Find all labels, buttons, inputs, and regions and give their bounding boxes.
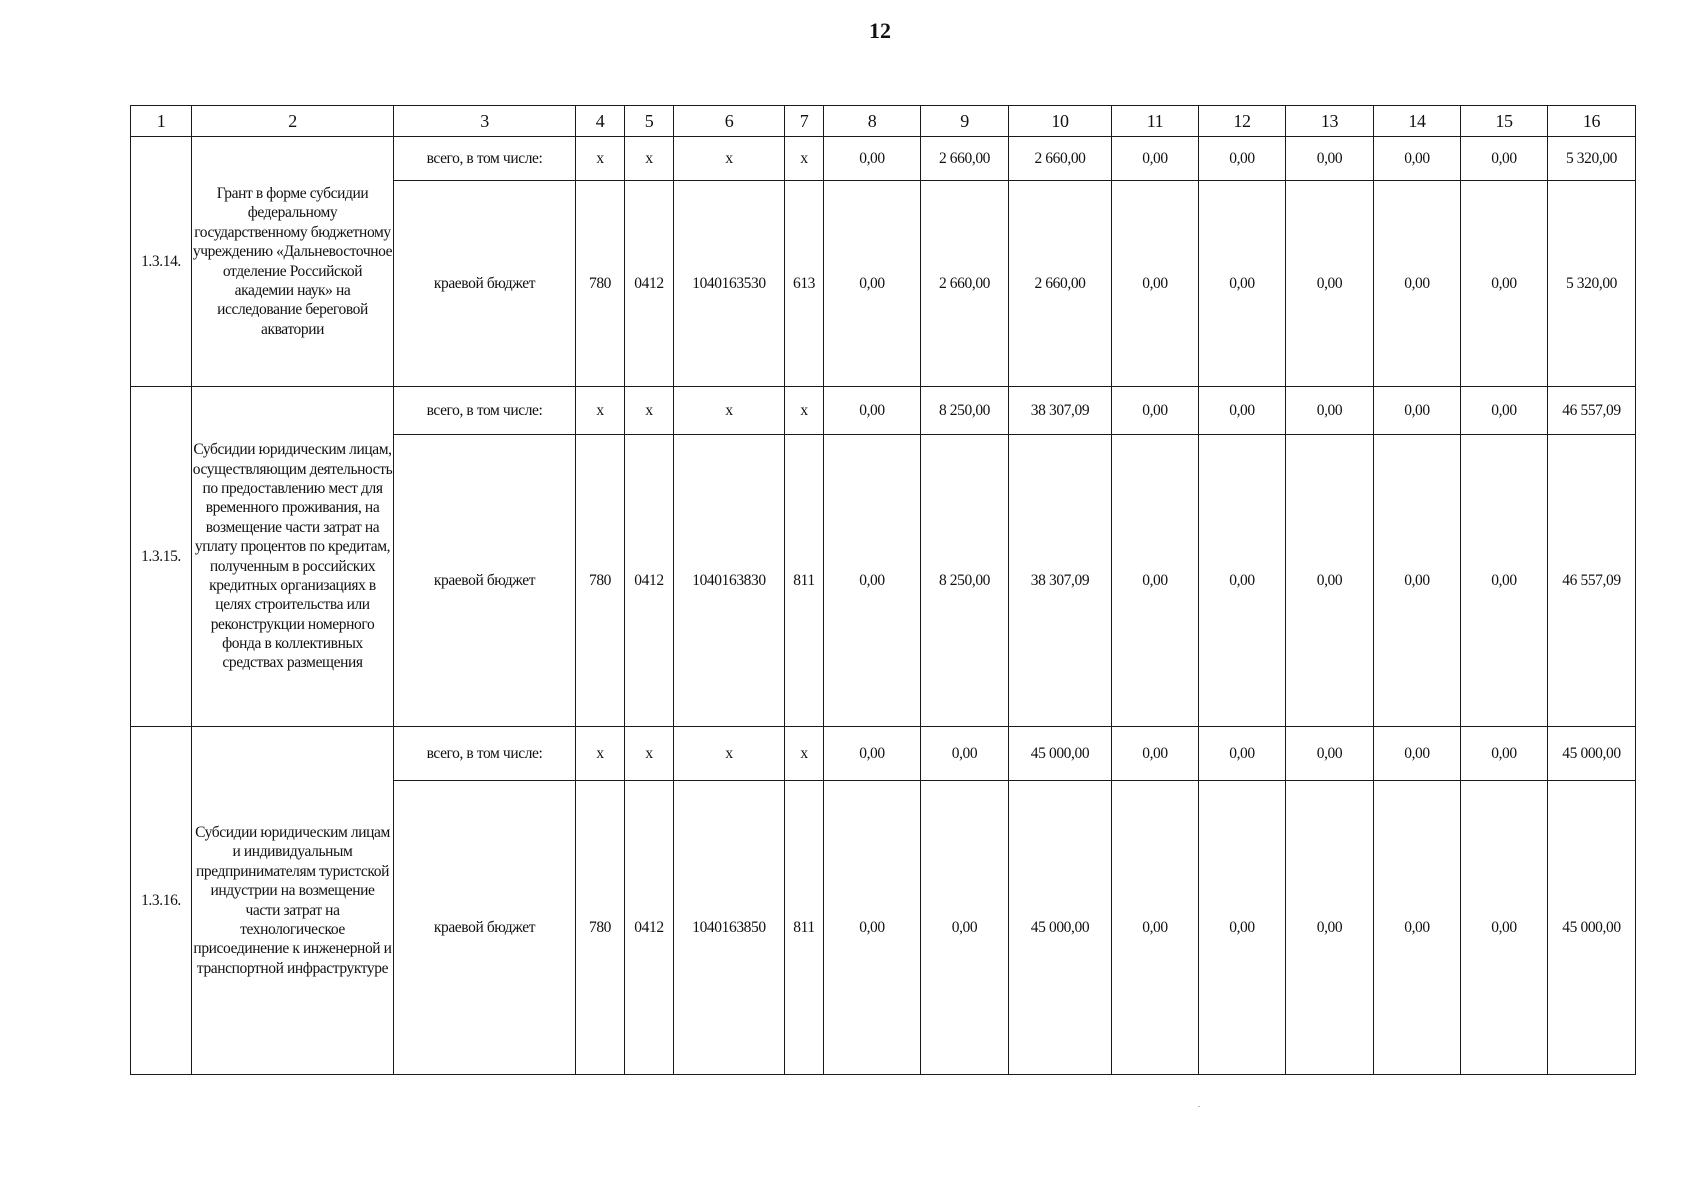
- value-col8: 0,00: [824, 137, 921, 181]
- cell-col6: 1040163530: [674, 181, 785, 387]
- header-cell-7: 7: [785, 106, 824, 137]
- cell-col7: 811: [785, 435, 824, 727]
- header-cell-2: 2: [192, 106, 394, 137]
- value-col12: 0,00: [1199, 435, 1286, 727]
- value-col12: 0,00: [1199, 181, 1286, 387]
- entry-index: 1.3.15.: [131, 387, 192, 727]
- value-col13: 0,00: [1286, 137, 1374, 181]
- value-col12: 0,00: [1199, 781, 1286, 1075]
- value-col10: 2 660,00: [1009, 137, 1112, 181]
- value-col15: 0,00: [1461, 727, 1548, 781]
- cell-col5: x: [625, 727, 674, 781]
- value-col9: 8 250,00: [921, 387, 1009, 435]
- cell-col6: x: [674, 387, 785, 435]
- cell-col4: x: [576, 727, 625, 781]
- header-cell-16: 16: [1548, 106, 1636, 137]
- table-row: [131, 387, 1636, 435]
- value-col16: 5 320,00: [1548, 137, 1636, 181]
- value-col12: 0,00: [1199, 387, 1286, 435]
- value-col16: 45 000,00: [1548, 727, 1636, 781]
- cell-col5: x: [625, 387, 674, 435]
- cell-col5: x: [625, 137, 674, 181]
- value-col9: 8 250,00: [921, 435, 1009, 727]
- value-col14: 0,00: [1374, 781, 1461, 1075]
- cell-col7: x: [785, 137, 824, 181]
- cell-col5: 0412: [625, 781, 674, 1075]
- value-col16: 46 557,09: [1548, 387, 1636, 435]
- header-cell-9: 9: [921, 106, 1009, 137]
- value-col8: 0,00: [824, 727, 921, 781]
- value-col13: 0,00: [1286, 387, 1374, 435]
- value-col14: 0,00: [1374, 727, 1461, 781]
- funding-source: краевой бюджет: [394, 781, 576, 1075]
- header-cell-15: 15: [1461, 106, 1548, 137]
- header-cell-8: 8: [824, 106, 921, 137]
- value-col15: 0,00: [1461, 181, 1548, 387]
- cell-col6: x: [674, 137, 785, 181]
- value-col11: 0,00: [1112, 181, 1199, 387]
- value-col15: 0,00: [1461, 435, 1548, 727]
- value-col16: 46 557,09: [1548, 435, 1636, 727]
- cell-col4: x: [576, 137, 625, 181]
- value-col10: 45 000,00: [1009, 727, 1112, 781]
- value-col13: 0,00: [1286, 181, 1374, 387]
- funding-source: краевой бюджет: [394, 435, 576, 727]
- value-col14: 0,00: [1374, 137, 1461, 181]
- entry-description: Субсидии юридическим лицам и индивидуальным предпринимателям туристской индустрии на возмещение части затрат на технологическое присоединение к инженерной и транспортной инфраструктуре: [192, 727, 394, 1075]
- value-col8: 0,00: [824, 181, 921, 387]
- value-col12: 0,00: [1199, 137, 1286, 181]
- cell-col5: 0412: [625, 435, 674, 727]
- budget-table: [130, 105, 1636, 1075]
- funding-source: краевой бюджет: [394, 181, 576, 387]
- value-col9: 0,00: [921, 727, 1009, 781]
- header-cell-13: 13: [1286, 106, 1374, 137]
- value-col10: 2 660,00: [1009, 181, 1112, 387]
- cell-col4: 780: [576, 435, 625, 727]
- value-col15: 0,00: [1461, 781, 1548, 1075]
- cell-col4: 780: [576, 781, 625, 1075]
- scan-speck: [1198, 1106, 1200, 1107]
- cell-col7: 811: [785, 781, 824, 1075]
- value-col8: 0,00: [824, 435, 921, 727]
- value-col9: 0,00: [921, 781, 1009, 1075]
- cell-col7: x: [785, 387, 824, 435]
- page-number: 12: [869, 18, 891, 43]
- value-col9: 2 660,00: [921, 181, 1009, 387]
- value-col10: 45 000,00: [1009, 781, 1112, 1075]
- value-col12: 0,00: [1199, 727, 1286, 781]
- funding-source: всего, в том числе:: [394, 137, 576, 181]
- header-cell-3: 3: [394, 106, 576, 137]
- header-cell-5: 5: [625, 106, 674, 137]
- cell-col5: 0412: [625, 181, 674, 387]
- value-col15: 0,00: [1461, 387, 1548, 435]
- header-cell-1: 1: [131, 106, 192, 137]
- cell-col4: 780: [576, 181, 625, 387]
- cell-col7: x: [785, 727, 824, 781]
- header-row: [131, 106, 1636, 137]
- value-col15: 0,00: [1461, 137, 1548, 181]
- value-col13: 0,00: [1286, 435, 1374, 727]
- value-col8: 0,00: [824, 387, 921, 435]
- entry-index: 1.3.14.: [131, 137, 192, 387]
- entry-description: Грант в форме субсидии федеральному государственному бюджетному учреждению «Дальневосточное отделение Российской академии наук» на исследование береговой акватории: [192, 137, 394, 387]
- header-cell-4: 4: [576, 106, 625, 137]
- value-col10: 38 307,09: [1009, 387, 1112, 435]
- table-row: [131, 727, 1636, 781]
- funding-source: всего, в том числе:: [394, 387, 576, 435]
- header-cell-6: 6: [674, 106, 785, 137]
- value-col16: 5 320,00: [1548, 181, 1636, 387]
- value-col16: 45 000,00: [1548, 781, 1636, 1075]
- value-col13: 0,00: [1286, 727, 1374, 781]
- cell-col6: x: [674, 727, 785, 781]
- header-cell-10: 10: [1009, 106, 1112, 137]
- value-col11: 0,00: [1112, 727, 1199, 781]
- header-cell-14: 14: [1374, 106, 1461, 137]
- table-row: [131, 137, 1636, 181]
- cell-col6: 1040163830: [674, 435, 785, 727]
- entry-description: Субсидии юридическим лицам, осуществляющим деятельность по предоставлению мест для временного проживания, на возмещение части затрат на уплату процентов по кредитам, полученным в российских кредитных организациях в целях строительства или реконструкции номерного фонда в коллективных средствах размещения: [192, 387, 394, 727]
- value-col10: 38 307,09: [1009, 435, 1112, 727]
- cell-col7: 613: [785, 181, 824, 387]
- header-cell-11: 11: [1112, 106, 1199, 137]
- value-col14: 0,00: [1374, 387, 1461, 435]
- header-cell-12: 12: [1199, 106, 1286, 137]
- value-col9: 2 660,00: [921, 137, 1009, 181]
- entry-index: 1.3.16.: [131, 727, 192, 1075]
- value-col11: 0,00: [1112, 435, 1199, 727]
- value-col13: 0,00: [1286, 781, 1374, 1075]
- value-col11: 0,00: [1112, 781, 1199, 1075]
- funding-source: всего, в том числе:: [394, 727, 576, 781]
- value-col14: 0,00: [1374, 435, 1461, 727]
- cell-col6: 1040163850: [674, 781, 785, 1075]
- cell-col4: x: [576, 387, 625, 435]
- value-col14: 0,00: [1374, 181, 1461, 387]
- value-col11: 0,00: [1112, 387, 1199, 435]
- value-col11: 0,00: [1112, 137, 1199, 181]
- value-col8: 0,00: [824, 781, 921, 1075]
